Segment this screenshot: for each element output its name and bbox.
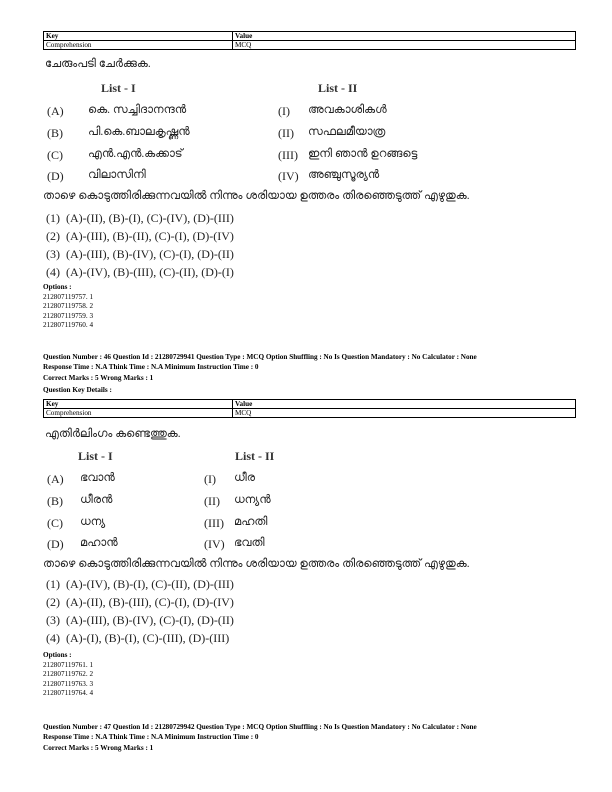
list-2-item: ധന്യൻ [234, 494, 271, 506]
answer-choice-1 [46, 577, 234, 592]
option-id: 212807119757. 1 [43, 292, 94, 301]
choice-number: (3) [46, 613, 60, 627]
pair-label: (B) [47, 126, 63, 140]
options-block [43, 283, 93, 331]
option-id: 212807119763. 3 [43, 679, 94, 688]
option-id: 212807119760. 4 [43, 321, 94, 330]
answer-choice-3 [46, 613, 234, 628]
options-label: Options : [43, 651, 72, 659]
list-2-header: List - II [235, 449, 275, 463]
option-id: 212807119761. 1 [43, 660, 94, 669]
question-meta [43, 353, 477, 395]
question-text: താഴെ കൊടുത്തിരിക്കുന്നവയിൽ നിന്നും ശരിയായ ഉത്തരം തിരഞ്ഞെടുത്ത് എഴുതുക. [43, 558, 470, 570]
list-1-item: ധീരൻ [80, 494, 113, 506]
choice-text: (A)-(III), (B)-(IV), (C)-(I), (D)-(II) [66, 613, 234, 627]
pair-label: (I) [278, 104, 290, 118]
question-key-details: Question Key Details : [43, 385, 112, 394]
option-id: 212807119762. 2 [43, 670, 94, 679]
key-header: Key [44, 400, 233, 409]
list-1-header: List - I [78, 449, 113, 463]
key-value-table [43, 31, 576, 50]
list-1-item: മഹാൻ [80, 537, 118, 549]
answer-choice-4 [46, 631, 229, 646]
pair-label: (III) [278, 148, 298, 162]
list-1-item: ധന്യ [80, 516, 106, 528]
question-meta [43, 723, 477, 754]
pair-label: (IV) [204, 537, 225, 551]
choice-text: (A)-(II), (B)-(III), (C)-(I), (D)-(IV) [66, 595, 234, 609]
list-2-item: സഫലമീയാത്ര [308, 126, 386, 138]
choice-number: (3) [46, 247, 60, 261]
pair-label: (B) [47, 494, 63, 508]
match-instruction: എതിർലിംഗം കണ്ടെത്തുക. [45, 428, 181, 440]
choice-text: (A)-(IV), (B)-(III), (C)-(II), (D)-(I) [66, 265, 234, 279]
pair-label: (III) [204, 516, 224, 530]
list-1-item: വിലാസിനി [88, 169, 146, 181]
options-block [43, 651, 93, 699]
answer-choice-4 [46, 265, 234, 280]
option-id: 212807119759. 3 [43, 311, 94, 320]
pair-label: (C) [47, 148, 63, 162]
pair-label: (II) [204, 494, 220, 508]
list-2-item: ഇനി ഞാൻ ഉറങ്ങട്ടെ [308, 148, 418, 160]
choice-text: (A)-(III), (B)-(II), (C)-(I), (D)-(IV) [66, 229, 234, 243]
value-header: Value [233, 400, 576, 409]
options-label: Options : [43, 283, 72, 291]
choice-text: (A)-(III), (B)-(IV), (C)-(I), (D)-(II) [66, 247, 234, 261]
value-header: Value [233, 32, 576, 41]
option-id: 212807119764. 4 [43, 689, 94, 698]
question-meta-line: Question Number : 46 Question Id : 21280729941 Question Type : MCQ Option Shuffling : No Is Question Mandatory : No Calculator : None [43, 353, 477, 361]
list-1-item: കെ. സച്ചിദാനന്ദൻ [88, 104, 187, 116]
list-2-header: List - II [318, 81, 358, 95]
answer-choice-2 [46, 595, 234, 610]
key-value-table [43, 399, 576, 418]
value-cell: MCQ [233, 41, 576, 50]
choice-text: (A)-(I), (B)-(I), (C)-(III), (D)-(III) [66, 631, 230, 645]
answer-choice-1 [46, 211, 234, 226]
value-cell: MCQ [233, 409, 576, 418]
list-1-header: List - I [101, 81, 136, 95]
pair-label: (A) [47, 104, 64, 118]
question-meta-line: Question Number : 47 Question Id : 21280729942 Question Type : MCQ Option Shuffling : No Is Question Mandatory : No Calculator : None [43, 723, 477, 731]
list-2-item: അവകാശികൾ [308, 104, 387, 116]
list-2-item: അഞ്ചുസൂര്യൻ [308, 169, 380, 181]
choice-number: (2) [46, 595, 60, 609]
choice-number: (4) [46, 631, 60, 645]
question-meta-line: Correct Marks : 5 Wrong Marks : 1 [43, 744, 154, 753]
list-1-item: എൻ.എൻ.കക്കാട് [88, 148, 183, 160]
pair-label: (II) [278, 126, 294, 140]
list-2-item: മഹതി [234, 516, 268, 528]
choice-number: (1) [46, 577, 60, 591]
list-2-item: ധീര [234, 472, 255, 484]
pair-label: (I) [204, 472, 216, 486]
match-instruction: ചേരുംപടി ചേർക്കുക. [45, 58, 151, 70]
key-header: Key [44, 32, 233, 41]
pair-label: (D) [47, 169, 64, 183]
choice-text: (A)-(IV), (B)-(I), (C)-(II), (D)-(III) [66, 577, 234, 591]
option-id: 212807119758. 2 [43, 302, 94, 311]
list-2-item: ഭവതി [234, 537, 265, 549]
pair-label: (IV) [278, 169, 299, 183]
pair-label: (C) [47, 516, 63, 530]
list-1-item: ഭവാൻ [80, 472, 115, 484]
choice-number: (4) [46, 265, 60, 279]
question-meta-line: Response Time : N.A Think Time : N.A Minimum Instruction Time : 0 [43, 732, 259, 741]
answer-choice-2 [46, 229, 234, 244]
list-1-item: പി.കെ.ബാലകൃഷ്ണൻ [88, 126, 190, 138]
question-meta-line: Correct Marks : 5 Wrong Marks : 1 [43, 374, 154, 383]
choice-number: (1) [46, 211, 60, 225]
answer-choice-3 [46, 247, 234, 262]
pair-label: (D) [47, 537, 64, 551]
choice-text: (A)-(II), (B)-(I), (C)-(IV), (D)-(III) [66, 211, 234, 225]
question-text: താഴെ കൊടുത്തിരിക്കുന്നവയിൽ നിന്നും ശരിയായ ഉത്തരം തിരഞ്ഞെടുത്ത് എഴുതുക. [43, 190, 470, 202]
pair-label: (A) [47, 472, 64, 486]
choice-number: (2) [46, 229, 60, 243]
key-cell: Comprehension [44, 409, 233, 418]
key-cell: Comprehension [44, 41, 233, 50]
question-meta-line: Response Time : N.A Think Time : N.A Minimum Instruction Time : 0 [43, 362, 259, 371]
